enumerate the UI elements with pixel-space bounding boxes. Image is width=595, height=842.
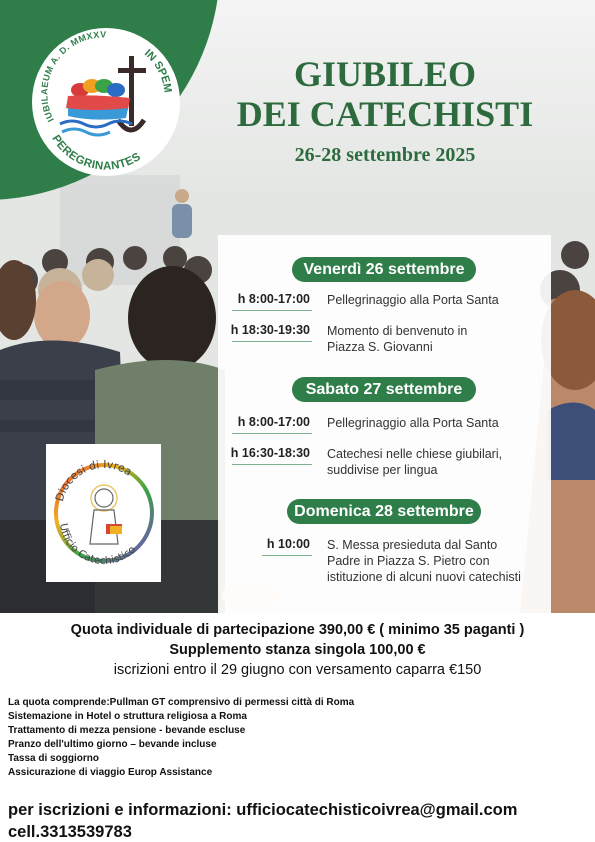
poster-title-line1: GIUBILEO <box>293 54 477 94</box>
day-heading-friday: Venerdì 26 settembre <box>292 257 476 282</box>
diocese-logo-text-bottom: Ufficio Catechistico <box>57 522 139 568</box>
event-description: Pellegrinaggio alla Porta Santa <box>327 416 499 430</box>
logo-arc-text-right: IN SPEM <box>142 47 174 94</box>
logo-arc-text-top: IUBILAEUM A. D. MMXXV <box>39 29 107 124</box>
time-underline <box>232 464 312 465</box>
includes-item: Pranzo dell'ultimo giorno – bevande incluse <box>8 739 217 750</box>
includes-item: La quota comprende:Pullman GT comprensivo di permessi città di Roma <box>8 697 355 708</box>
svg-text:PEREGRINANTES <box>49 133 143 173</box>
event-description: Pellegrinaggio alla Porta Santa <box>327 293 499 307</box>
pricing-single-room: Supplemento stanza singola 100,00 € <box>169 642 426 658</box>
time-underline <box>232 310 312 311</box>
event-description: Catechesi nelle chiese giubilari, suddivise per lingua <box>327 447 503 477</box>
contact-phone[interactable]: cell.3313539783 <box>8 823 132 841</box>
includes-item: Assicurazione di viaggio Europ Assistance <box>8 767 213 778</box>
jubilee-logo <box>32 28 180 176</box>
logo-arc-text-bottom: PEREGRINANTES <box>49 133 143 173</box>
diocese-logo-text-top: Diocesi di Ivrea <box>52 457 135 503</box>
diocese-logo <box>46 444 161 582</box>
svg-text:Ufficio Catechistico <box>57 522 138 567</box>
svg-text:IN SPEM <box>142 47 174 93</box>
includes-item: Sistemazione in Hotel o struttura religiosa a Roma <box>8 711 247 722</box>
includes-item: Trattamento di mezza pensione - bevande escluse <box>8 725 246 736</box>
event-description: Momento di benvenuto in Piazza S. Giovanni <box>327 324 468 354</box>
svg-text:Diocesi di Ivrea <box>53 458 134 503</box>
includes-item: Tassa di soggiorno <box>8 753 99 764</box>
diocese-logo-box <box>46 444 161 582</box>
time-underline <box>232 433 312 434</box>
time-underline <box>232 341 312 342</box>
event-time: h 16:30-18:30 <box>230 446 310 460</box>
pricing-individual: Quota individuale di partecipazione 390,00 € ( minimo 35 paganti ) <box>70 622 525 638</box>
pricing-registration: iscrizioni entro il 29 giugno con versamento caparra €150 <box>113 662 482 678</box>
event-time: h 8:00-17:00 <box>237 292 310 306</box>
time-underline <box>262 555 312 556</box>
event-time: h 18:30-19:30 <box>230 323 310 337</box>
event-time: h 10:00 <box>266 537 310 551</box>
poster-dates: 26-28 settembre 2025 <box>294 144 476 166</box>
day-heading-sunday: Domenica 28 settembre <box>287 499 481 524</box>
event-description: S. Messa presieduta dal Santo Padre in Piazza S. Pietro con istituzione di alcuni nuovi catechisti <box>327 538 521 584</box>
day-heading-saturday: Sabato 27 settembre <box>292 377 476 402</box>
poster-title-line2: DEI CATECHISTI <box>236 94 534 134</box>
contact-email[interactable]: per iscrizioni e informazioni: ufficiocatechisticoivrea@gmail.com <box>8 801 518 819</box>
event-time: h 8:00-17:00 <box>237 415 310 429</box>
